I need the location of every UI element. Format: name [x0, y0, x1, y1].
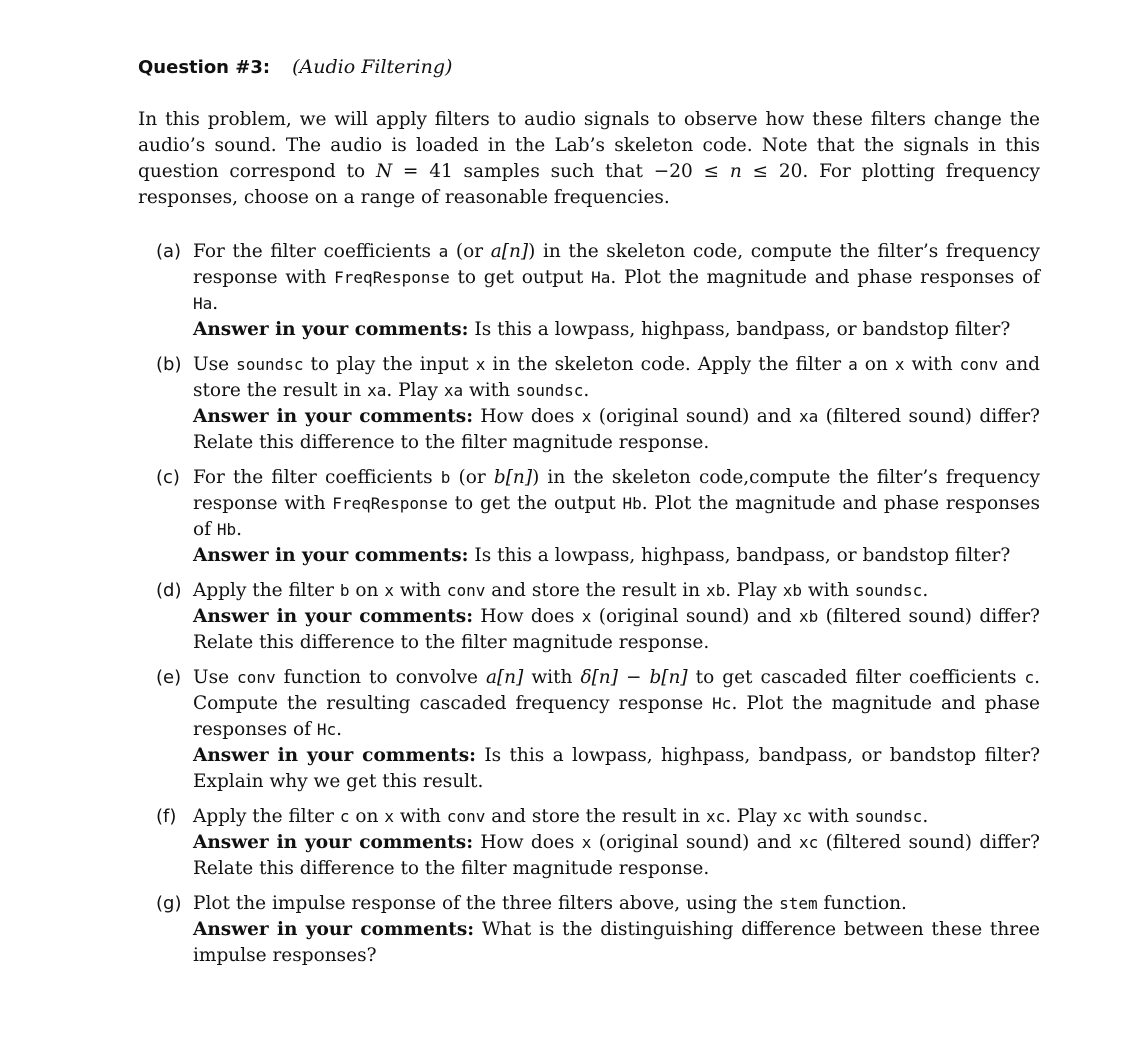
part-g: (g) Plot the impulse response of the three filters above, using the stem function. Answer in your comments: What is the distinguishing difference between these three impulse responses?	[156, 893, 1041, 966]
answer-label: Answer in your comments:	[193, 919, 475, 940]
part-a: (a) For the filter coefficients a (or a[n]) in the skeleton code, compute the filter’s frequency response with FreqResponse to get output Ha. Plot the magnitude and phase responses of Ha. Answer in your comments: Is this a lowpass, highpass, bandpass, or bandstop filter?	[156, 241, 1040, 340]
answer-label: Answer in your comments:	[193, 545, 469, 566]
question-number: Question #3:	[138, 57, 271, 78]
question-topic: (Audio Filtering)	[292, 56, 453, 78]
question-heading	[138, 54, 1040, 81]
part-e: (e) Use conv function to convolve a[n] with δ[n] − b[n] to get cascaded filter coefficients c. Compute the resulting cascaded frequency response Hc. Plot the magnitude and phase responses of Hc. Answer in your comments: Is this a lowpass, highpass, bandpass, or bandstop filter? Explain why we get this result.	[156, 667, 1041, 792]
answer-label: Answer in your comments:	[193, 406, 474, 427]
answer-label: Answer in your comments:	[193, 832, 474, 853]
part-c: (c) For the filter coefficients b (or b[n]) in the skeleton code,compute the filter’s frequency response with FreqResponse to get the output Hb. Plot the magnitude and phase responses of Hb. Answer in your comments: Is this a lowpass, highpass, bandpass, or bandstop filter?	[156, 467, 1040, 566]
part-f: (f) Apply the filter c on x with conv and store the result in xc. Play xc with soundsc. Answer in your comments: How does x (original sound) and xc (filtered sound) differ? Relate this difference to the filter magnitude response.	[156, 806, 1040, 879]
intro-paragraph: In this problem, we will apply filters to audio signals to observe how these filters change the audio’s sound. The audio is loaded in the Lab’s skeleton code. Note that the signals in this question correspond to N = 41 samples such that −20 ≤ n ≤ 20. For plotting frequency responses, choose on a range of reasonable frequencies.	[138, 109, 1040, 208]
parts-list	[138, 239, 1040, 969]
answer-label: Answer in your comments:	[193, 606, 474, 627]
part-d: (d) Apply the filter b on x with conv and store the result in xb. Play xb with soundsc. Answer in your comments: How does x (original sound) and xb (filtered sound) differ? Relate this difference to the filter magnitude response.	[156, 580, 1040, 653]
part-b: (b) Use soundsc to play the input x in the skeleton code. Apply the filter a on x with conv and store the result in xa. Play xa with soundsc. Answer in your comments: How does x (original sound) and xa (filtered sound) differ? Relate this difference to the filter magnitude response.	[156, 354, 1040, 453]
answer-label: Answer in your comments:	[193, 745, 476, 766]
document-page	[138, 54, 1040, 978]
answer-label: Answer in your comments:	[193, 319, 469, 340]
